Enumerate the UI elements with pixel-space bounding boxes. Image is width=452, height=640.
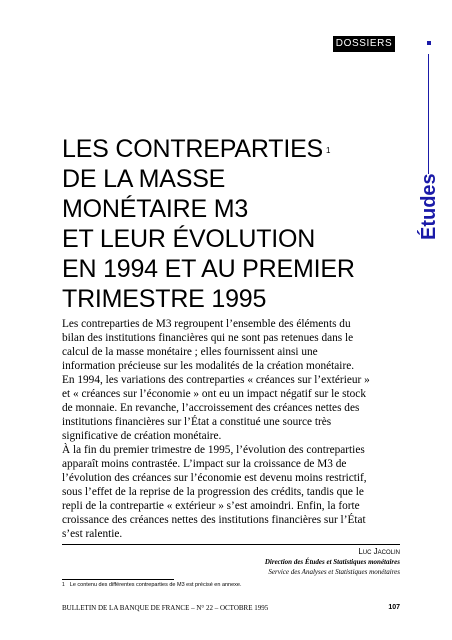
footnote-rule <box>62 579 174 580</box>
abstract-rule <box>62 544 400 545</box>
article-title <box>62 134 392 314</box>
abstract-line: Les contreparties de M3 regroupent l’ensemble des éléments du <box>62 318 351 330</box>
section-badge: DOSSIERS <box>333 36 395 52</box>
title-line: ET LEUR ÉVOLUTION <box>62 225 316 253</box>
footnote-text: Le contenu des différentes contreparties de M3 est précisé en annexe. <box>69 582 242 588</box>
footnote-ref[interactable]: 1 <box>326 146 331 155</box>
title-line: DE LA MASSE <box>62 165 226 193</box>
abstract-line: repli de la contrepartie « extérieur » s’est amoindri. Enfin, la forte <box>62 500 360 512</box>
footnote <box>62 582 242 588</box>
abstract-line: À la fin du premier trimestre de 1995, l’évolution des contreparties <box>62 444 365 456</box>
abstract <box>62 317 394 541</box>
publication-line: BULLETIN DE LA BANQUE DE FRANCE – N° 22 – OCTOBRE 1995 <box>62 604 269 612</box>
author-direction: Direction des Études et Statistiques monétaires <box>264 558 400 566</box>
author-service: Service des Analyses et Statistiques monétaires <box>268 568 400 576</box>
page-footer <box>62 604 400 612</box>
abstract-line: et « créances sur l’économie » ont eu un impact négatif sur le stock <box>62 388 366 400</box>
abstract-line: sous l’effet de la reprise de la progression des crédits, tandis que le <box>62 486 364 498</box>
section-label-vertical: Études <box>418 173 440 241</box>
title-line: EN 1994 ET AU PREMIER <box>62 255 355 283</box>
abstract-line: de monnaie. En revanche, l’accroissement des créances nettes des <box>62 402 360 414</box>
footnote-mark: 1 <box>62 582 65 588</box>
abstract-line: s’est ralentie. <box>62 528 123 540</box>
title-line: TRIMESTRE 1995 <box>62 285 267 313</box>
title-line: LES CONTREPARTIES $^1$ <box>62 135 331 163</box>
abstract-line: significative de création monétaire. <box>62 430 222 442</box>
abstract-line: calcul de la masse monétaire ; elles fournissent ainsi une <box>62 346 318 358</box>
accent-rule <box>428 54 429 174</box>
abstract-line: bilan des institutions financières qui ne sont pas retenues dans le <box>62 332 354 344</box>
abstract-line: information précieuse sur les modalités de la création monétaire. <box>62 360 355 372</box>
accent-square <box>427 41 431 45</box>
abstract-line: croissance des créances nettes des institutions financières sur l’État <box>62 514 366 526</box>
abstract-line: En 1994, les variations des contreparties « créances sur l’extérieur » <box>62 374 370 386</box>
abstract-line: apparaît moins contrastée. L’impact sur la croissance de M3 de <box>62 458 347 470</box>
title-line: MONÉTAIRE M3 <box>62 195 249 223</box>
abstract-line: l’évolution des créances sur l’économie est devenu moins restrictif, <box>62 472 367 484</box>
page-number: 107 <box>388 604 400 611</box>
byline <box>265 547 400 577</box>
abstract-line: institutions financières sur l’État a constitué une source très <box>62 416 332 428</box>
author-name: Luc Jacolin <box>358 547 400 556</box>
